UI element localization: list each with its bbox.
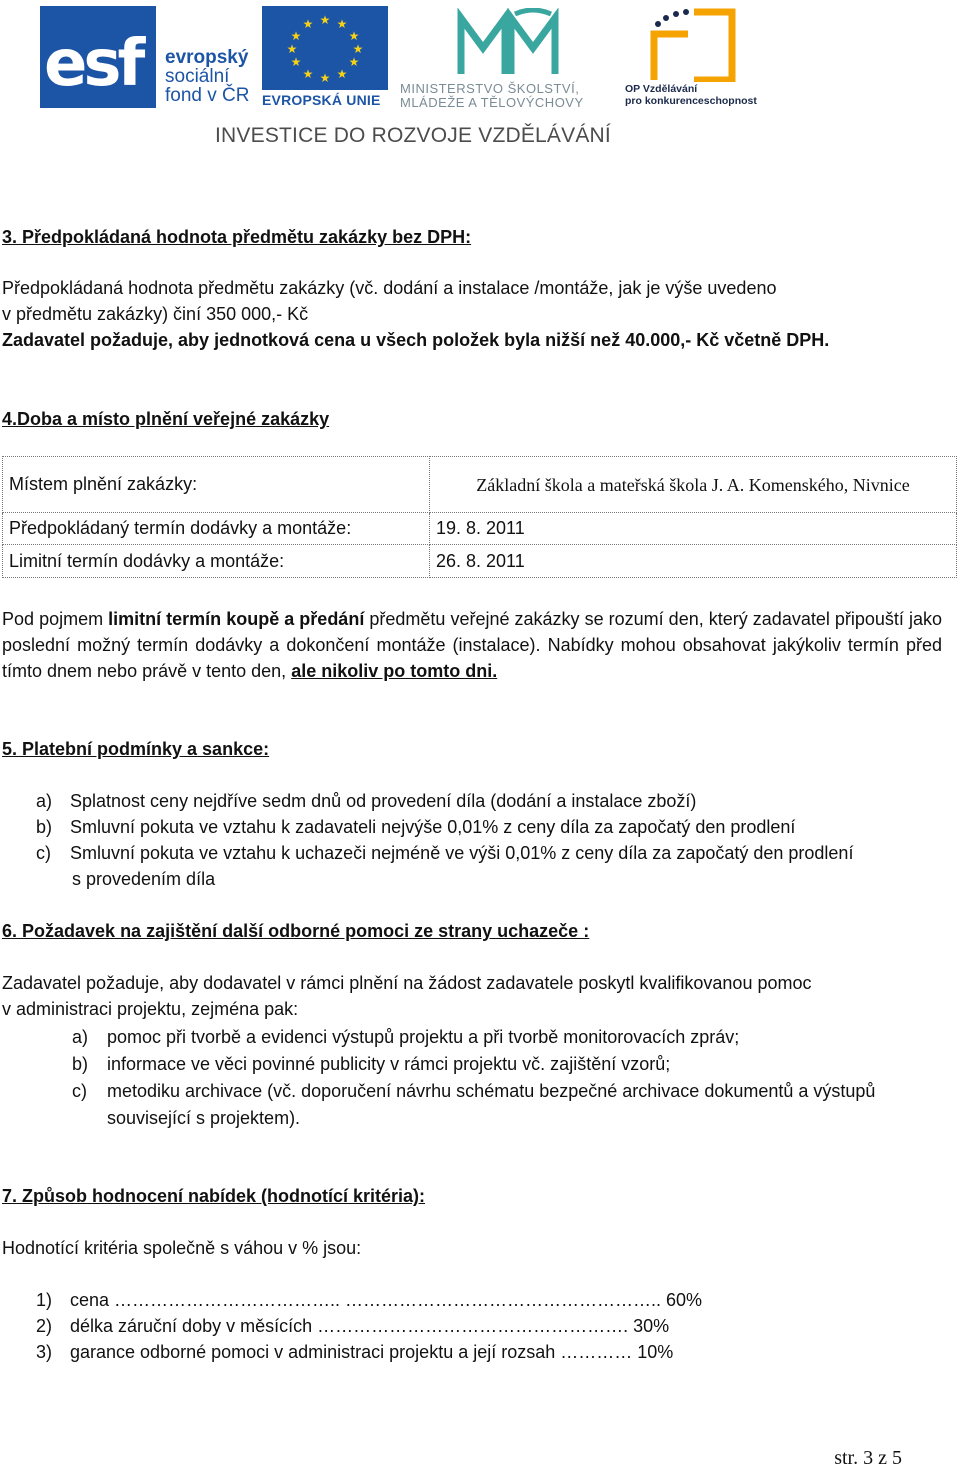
list-item [36, 814, 795, 840]
list-item [72, 1078, 875, 1104]
svg-text:★: ★ [336, 17, 348, 31]
list-item [72, 1024, 739, 1050]
op-logo-icon [648, 6, 738, 87]
limit-term-paragraph [2, 606, 942, 684]
list-marker: c) [36, 843, 51, 863]
msmt-line-1: MINISTERSTVO ŠKOLSTVÍ, [400, 81, 580, 96]
list-marker: b) [72, 1054, 89, 1074]
esf-logo [40, 6, 156, 108]
table-cell-label: Předpokládaný termín dodávky a montáže: [3, 513, 430, 545]
delivery-table [2, 456, 957, 578]
list-marker: 1) [36, 1290, 53, 1310]
section3-line-2: v předmětu zakázky) činí 350 000,- Kč [2, 304, 309, 324]
esf-logo-text [165, 48, 249, 105]
op-line-2: pro konkurenceschopnost [625, 95, 757, 107]
svg-text:★: ★ [319, 13, 331, 27]
table-row [3, 545, 957, 578]
section7-intro: Hodnotící kritéria společně s váhou v % jsou: [2, 1238, 362, 1258]
esf-line-1: evropský [165, 47, 249, 68]
list-text: cena ……………………………….. …………………………………………….. 60% [70, 1290, 703, 1310]
eu-flag-icon [262, 6, 388, 90]
para-text: Pod pojmem [2, 609, 109, 629]
table-row [3, 457, 957, 513]
op-line-1: OP Vzdělávání [625, 83, 698, 95]
list-item [36, 788, 696, 814]
list-item [36, 840, 853, 866]
section6-heading: 6. Požadavek na zajištění další odborné pomoci ze strany uchazeče : [2, 921, 590, 941]
list-text: Splatnost ceny nejdříve sedm dnů od provedení díla (dodání a instalace zboží) [70, 791, 697, 811]
msmt-logo-icon [455, 8, 565, 85]
section7-heading: 7. Způsob hodnocení nabídek (hodnotící kritéria): [2, 1186, 426, 1206]
list-item [36, 1313, 669, 1339]
table-cell-label: Limitní termín dodávky a montáže: [3, 545, 430, 578]
list-marker: a) [36, 791, 53, 811]
list-text: garance odborné pomoci v administraci projektu a její rozsah ………… 10% [70, 1342, 674, 1362]
svg-text:★: ★ [352, 42, 364, 56]
msmt-line-2: MLÁDEŽE A TĚLOVÝCHOVY [400, 95, 584, 110]
esf-line-3: fond v ČR [165, 85, 250, 106]
list-text: Smluvní pokuta ve vztahu k zadavateli nejvýše 0,01% z ceny díla za započatý den prodlení [70, 817, 796, 837]
investice-banner: INVESTICE DO ROZVOJE VZDĚLÁVÁNÍ [215, 124, 611, 147]
svg-text:★: ★ [290, 55, 302, 69]
svg-text:★: ★ [286, 42, 298, 56]
list-item [36, 1339, 673, 1365]
list-item [72, 1051, 670, 1077]
list-marker: 3) [36, 1342, 53, 1362]
list-marker: c) [72, 1081, 87, 1101]
svg-text:★: ★ [290, 29, 302, 43]
para-text: předmětu veřejné zakázky se rozumí den, který zadavatel připouští jako poslední možný termín dodávky a dokončení montáže (instalace). Nabídky mohou obsahovat jakýkoliv termín před tímto dnem nebo právě v tento den, [2, 609, 942, 681]
list-item-continuation: s provedením díla [72, 869, 216, 889]
section4-heading: 4.Doba a místo plnění veřejné zakázky [2, 409, 330, 429]
list-text: Smluvní pokuta ve vztahu k uchazeči nejméně ve výši 0,01% z ceny díla za započatý den prodlení [70, 843, 854, 863]
list-item-continuation: související s projektem). [107, 1108, 301, 1128]
svg-text:★: ★ [348, 55, 360, 69]
esf-logo-letters: esf [44, 27, 142, 101]
list-marker: a) [72, 1027, 89, 1047]
table-cell-value: 26. 8. 2011 [430, 545, 957, 578]
list-item [36, 1287, 702, 1313]
section3-line-3: Zadavatel požaduje, aby jednotková cena u všech položek byla nižší než 40.000,- Kč včetně DPH. [2, 330, 830, 350]
list-text: pomoc při tvorbě a evidenci výstupů projektu a při tvorbě monitorovacích zpráv; [107, 1027, 740, 1047]
table-cell-value: Základní škola a mateřská škola J. A. Komenského, Nivnice [430, 457, 957, 513]
list-text: metodiku archivace (vč. doporučení návrhu schématu bezpečné archivace dokumentů a výstupů [107, 1081, 876, 1101]
list-marker: 2) [36, 1316, 53, 1336]
page-number: str. 3 z 5 [834, 1447, 902, 1469]
msmt-caption [400, 82, 584, 110]
table-cell-label: Místem plnění zakázky: [3, 457, 430, 513]
svg-text:★: ★ [336, 67, 348, 81]
svg-text:★: ★ [302, 17, 314, 31]
table-row [3, 513, 957, 545]
para-bold-underlined: ale nikoliv po tomto dni. [291, 661, 498, 681]
table-cell-value: 19. 8. 2011 [430, 513, 957, 545]
section5-heading: 5. Platební podmínky a sankce: [2, 739, 270, 759]
op-caption [625, 83, 757, 107]
eu-caption: EVROPSKÁ UNIE [262, 92, 381, 108]
section3-heading: 3. Předpokládaná hodnota předmětu zakázky bez DPH: [2, 227, 472, 247]
list-marker: b) [36, 817, 53, 837]
list-text: délka záruční doby v měsících ……………………………………………. 30% [70, 1316, 670, 1336]
svg-text:★: ★ [302, 67, 314, 81]
esf-line-2: sociální [165, 66, 230, 87]
section6-line-1: Zadavatel požaduje, aby dodavatel v rámci plnění na žádost zadavatele poskytl kvalifikovanou pomoc [2, 973, 812, 993]
para-bold-term: limitní termín koupě a předání [108, 609, 365, 629]
section6-line-2: v administraci projektu, zejména pak: [2, 999, 299, 1019]
section3-line-1: Předpokládaná hodnota předmětu zakázky (vč. dodání a instalace /montáže, jak je výše uvedeno [2, 278, 777, 298]
list-text: informace ve věci povinné publicity v rámci projektu vč. zajištění vzorů; [107, 1054, 671, 1074]
svg-text:★: ★ [348, 29, 360, 43]
svg-text:★: ★ [319, 71, 331, 85]
